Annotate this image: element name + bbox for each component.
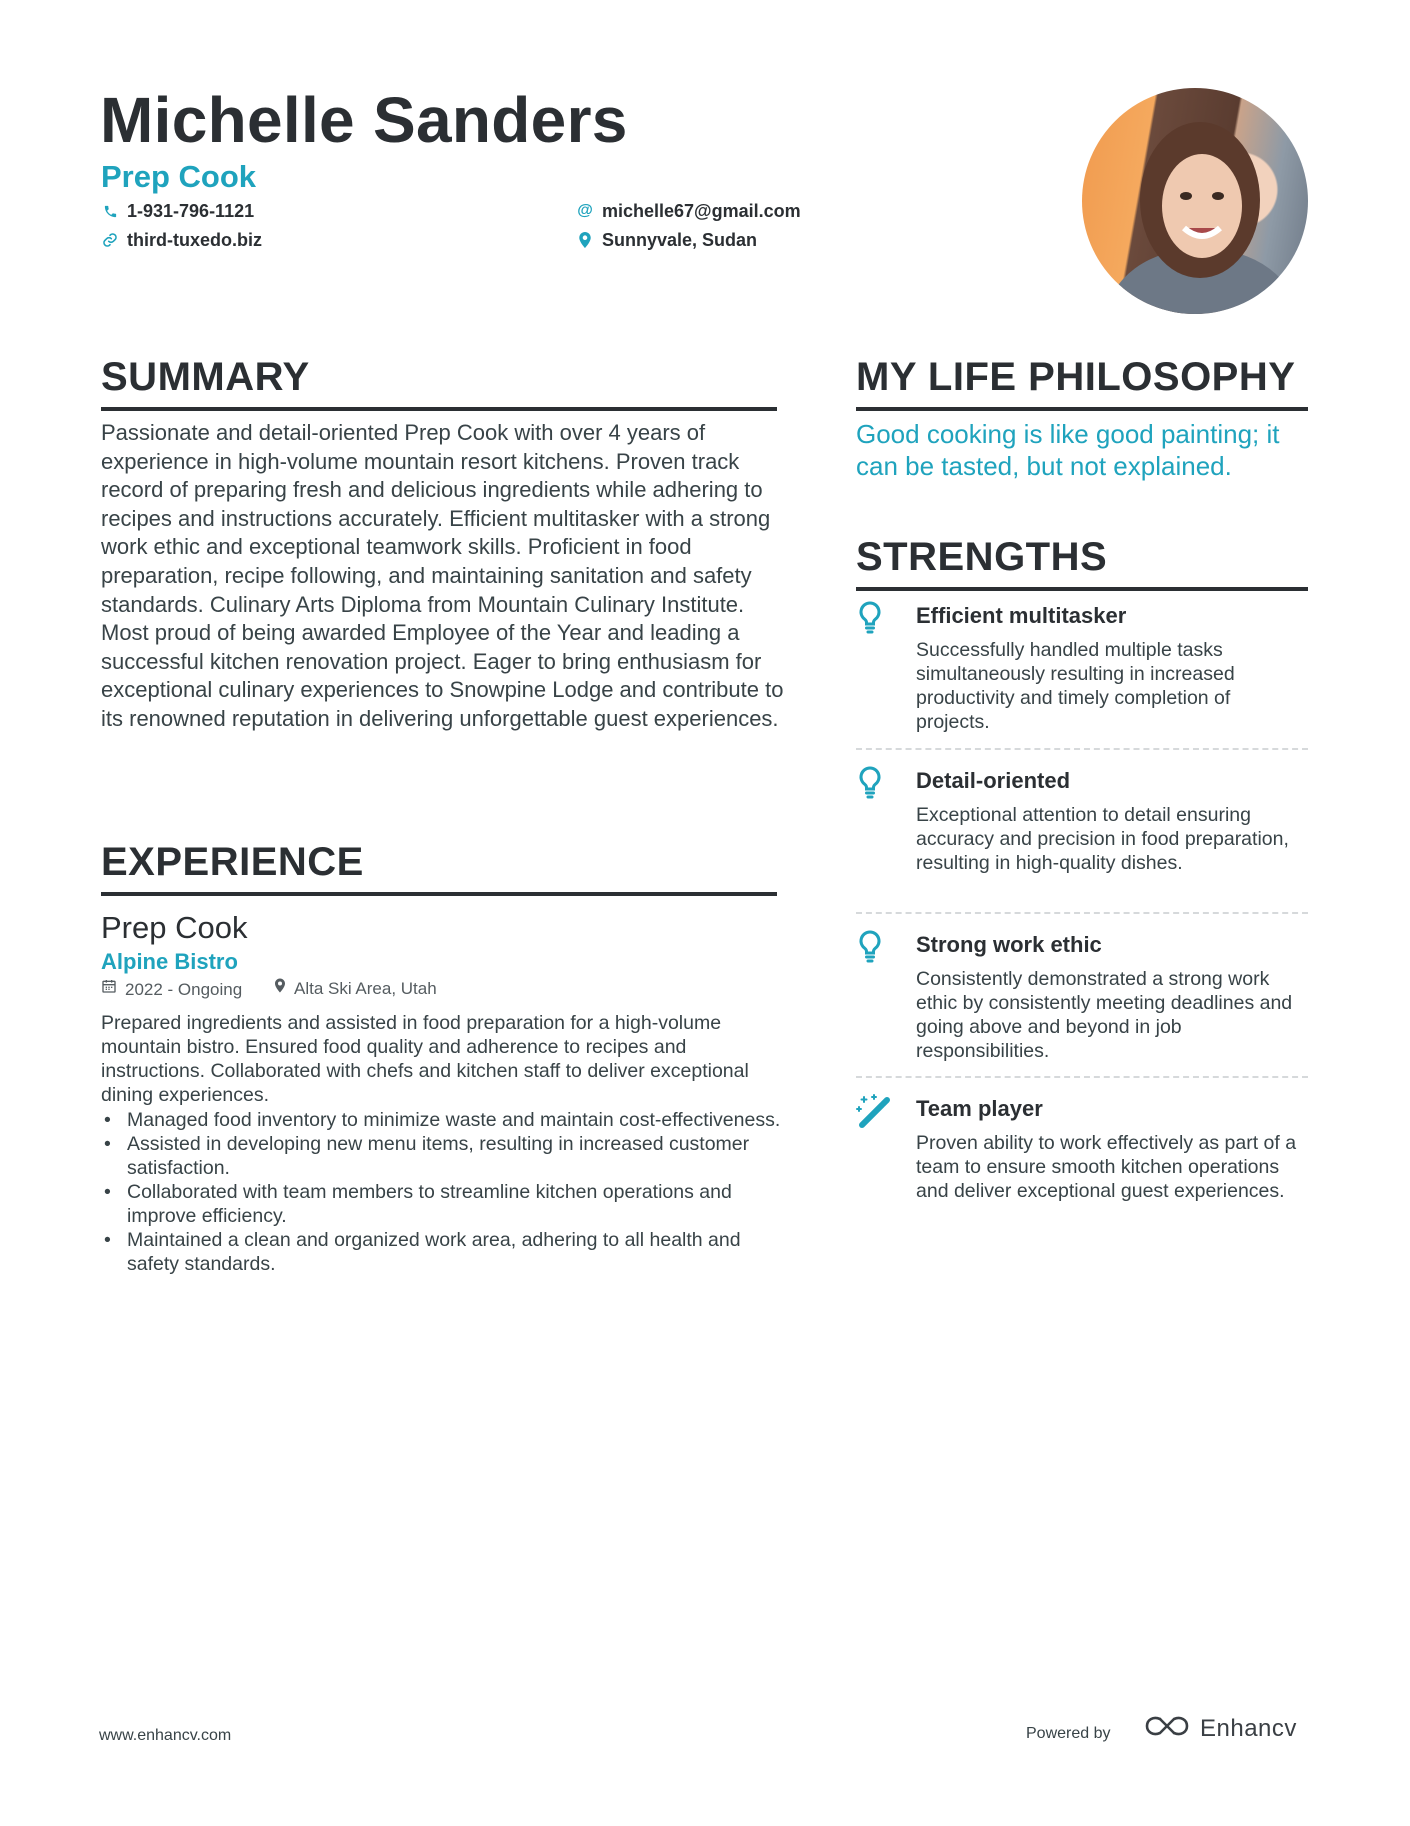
- divider: [856, 912, 1308, 914]
- footer-website-link[interactable]: www.enhancv.com: [99, 1727, 232, 1744]
- candidate-name: Michelle Sanders: [100, 84, 628, 156]
- experience-description: Prepared ingredients and assisted in food preparation for a high-volume mountain bistro. Ensured food quality and adherence to recipes and instructions. Collaborated with chefs and kitchen staff to deliver exceptional dining experiences.: [101, 1012, 749, 1106]
- list-item: • Maintained a clean and organized work area, adhering to all health and safety standards.: [101, 1228, 791, 1276]
- enhancv-logo[interactable]: [1144, 1714, 1297, 1743]
- experience-section: [101, 838, 777, 896]
- experience-location-text: Alta Ski Area, Utah: [294, 979, 437, 998]
- strength-title: Efficient multitasker: [916, 603, 1127, 628]
- experience-bullets: [101, 1108, 791, 1276]
- website-contact[interactable]: [101, 229, 262, 251]
- experience-role: Prep Cook: [101, 910, 248, 945]
- list-item: • Collaborated with team members to streamline kitchen operations and improve efficiency.: [101, 1180, 791, 1228]
- strength-description: Successfully handled multiple tasks simultaneously resulting in increased productivity and timely completion of projects.: [916, 639, 1235, 733]
- divider: [856, 1076, 1308, 1078]
- philosophy-quote: Good cooking is like good painting; it can be tasted, but not explained.: [856, 419, 1280, 481]
- strength-title: Detail-oriented: [916, 768, 1071, 793]
- brand-name: Enhancv: [1200, 1714, 1297, 1742]
- lightbulb-icon: [856, 929, 888, 963]
- divider: [856, 748, 1308, 750]
- list-item: • Managed food inventory to minimize waste and maintain cost-effectiveness.: [101, 1108, 791, 1132]
- at-sign-icon: @: [577, 202, 593, 219]
- strength-title: Strong work ethic: [916, 932, 1102, 957]
- experience-dates: [101, 978, 242, 1001]
- philosophy-heading: MY LIFE PHILOSOPHY: [856, 353, 1308, 411]
- profile-photo: [1082, 88, 1308, 314]
- experience-location: [274, 978, 437, 1000]
- phone-icon: [101, 202, 119, 220]
- strength-description: Consistently demonstrated a strong work ethic by consistently meeting deadlines and going above and beyond in job responsibilities.: [916, 968, 1293, 1062]
- philosophy-section: [856, 353, 1308, 411]
- strengths-section: [856, 533, 1308, 591]
- strength-description: Proven ability to work effectively as part of a team to ensure smooth kitchen operations and deliver exceptional guest experiences.: [916, 1132, 1297, 1202]
- strength-description: Exceptional attention to detail ensuring accuracy and precision in food preparation, resulting in high-quality dishes.: [916, 804, 1289, 874]
- website-text: third-tuxedo.biz: [127, 230, 262, 250]
- strength-item: [856, 929, 1308, 1069]
- location-contact: [576, 229, 757, 251]
- map-pin-icon: [274, 978, 286, 1000]
- link-icon: [101, 231, 119, 249]
- list-item: • Assisted in developing new menu items, resulting in increased customer satisfaction.: [101, 1132, 791, 1180]
- strength-item: [856, 1093, 1308, 1233]
- summary-text: Passionate and detail-oriented Prep Cook with over 4 years of experience in high-volume mountain resort kitchens. Proven track record of preparing fresh and delicious ingredients while adhering to recipes and instructions accurately. Efficient multitasker with a strong work ethic and exceptional teamwork skills. Proficient in food preparation, recipe following, and maintaining sanitation and safety standards. Culinary Arts Diploma from Mountain Culinary Institute. Most proud of being awarded Employee of the Year and leading a successful kitchen renovation project. Eager to bring enthusiasm for exceptional culinary experiences to Snowpine Lodge and contribute to its renowned reputation in delivering unforgettable guest experiences.: [101, 420, 784, 731]
- experience-company: Alpine Bistro: [101, 949, 238, 974]
- strength-item: [856, 765, 1308, 905]
- phone-text: 1-931-796-1121: [127, 201, 255, 221]
- magic-wand-icon: [856, 1093, 888, 1127]
- strengths-heading: STRENGTHS: [856, 533, 1308, 591]
- powered-by-label: Powered by: [1026, 1725, 1111, 1742]
- calendar-icon: [101, 978, 117, 1001]
- email-text: michelle67@gmail.com: [602, 201, 801, 221]
- experience-heading: EXPERIENCE: [101, 838, 777, 896]
- experience-dates-text: 2022 - Ongoing: [125, 979, 243, 999]
- email-contact[interactable]: [576, 200, 801, 222]
- summary-heading: SUMMARY: [101, 353, 777, 411]
- strength-title: Team player: [916, 1096, 1043, 1121]
- map-pin-icon: [576, 231, 594, 249]
- phone-contact[interactable]: [101, 200, 254, 222]
- summary-section: [101, 353, 777, 411]
- lightbulb-icon: [856, 600, 888, 634]
- strength-item: [856, 600, 1308, 740]
- candidate-role: Prep Cook: [101, 159, 257, 194]
- infinity-logo-icon: [1144, 1714, 1190, 1743]
- location-text: Sunnyvale, Sudan: [602, 230, 758, 250]
- lightbulb-icon: [856, 765, 888, 799]
